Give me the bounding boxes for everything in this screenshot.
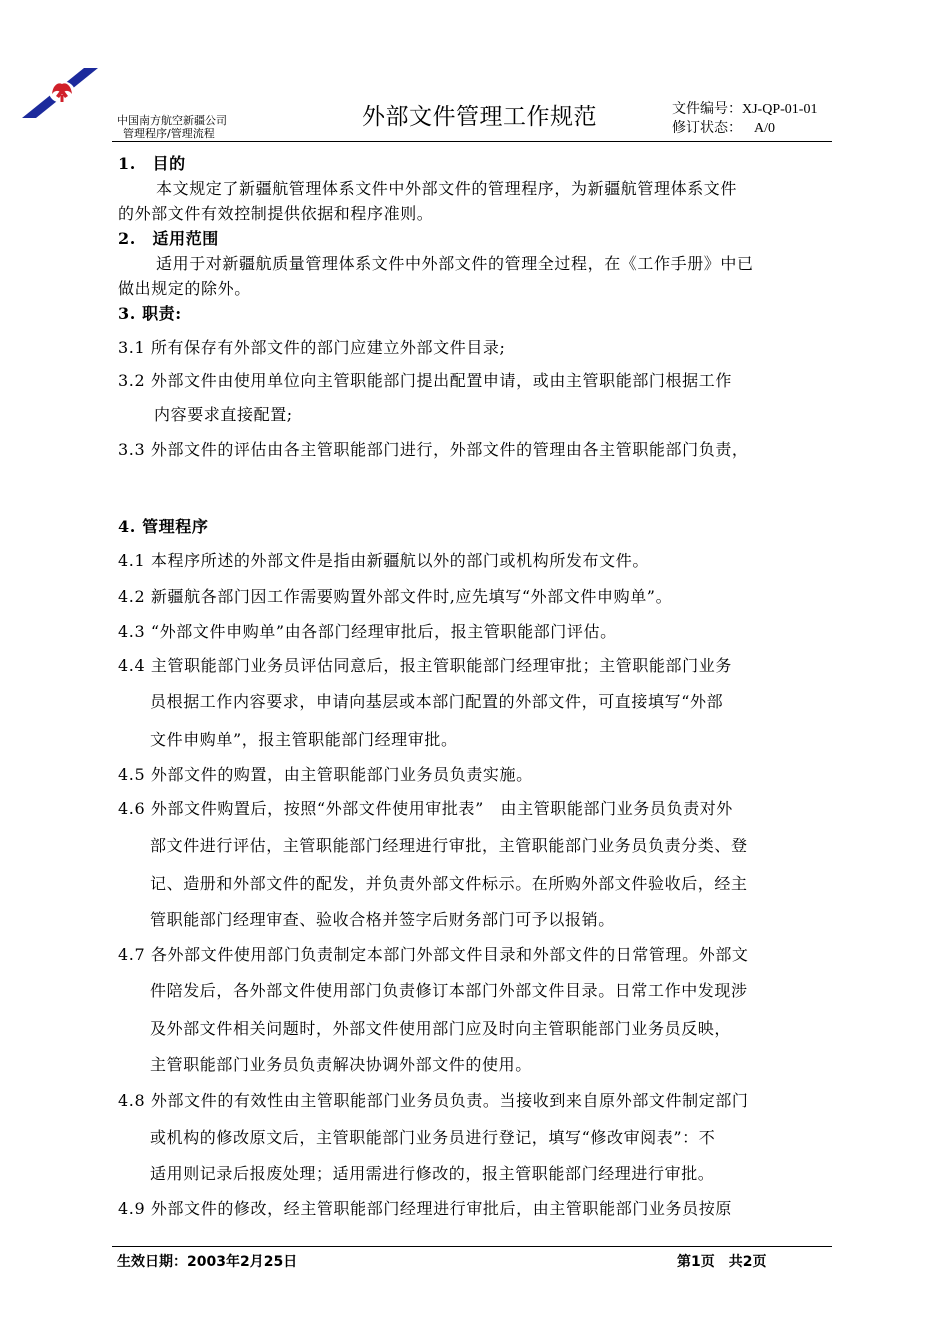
- list-item: 4.9 外部文件的修改，经主管职能部门经理进行审批后，由主管职能部门业务员按原: [118, 1199, 732, 1218]
- page-info: 第1页 共2页: [677, 1254, 767, 1270]
- list-item-cont: 文件申购单”，报主管职能部门经理审批。: [150, 730, 458, 749]
- header-divider: [112, 141, 832, 142]
- list-item-cont: 适用则记录后报废处理；适用需进行修改的，报主管职能部门经理进行审批。: [150, 1164, 715, 1183]
- list-item: 4.3 “外部文件申购单”由各部门经理审批后，报主管职能部门评估。: [118, 622, 617, 641]
- section-1-para: 的外部文件有效控制提供依据和程序准则。: [118, 204, 434, 223]
- airline-logo: [22, 68, 98, 118]
- effective-date: 生效日期：2003年2月25日: [117, 1254, 298, 1270]
- section-4-heading: 4. 管理程序: [118, 517, 209, 536]
- list-item-cont: 内容要求直接配置;: [154, 405, 293, 424]
- list-item-cont: 员根据工作内容要求，申请向基层或本部门配置的外部文件，可直接填写“外部: [150, 692, 724, 711]
- section-2-heading: 2. 适用范围: [118, 229, 219, 248]
- list-item: 3.1 所有保存有外部文件的部门应建立外部文件目录;: [118, 338, 506, 357]
- list-item-cont: 记、造册和外部文件的配发，并负责外部文件标示。在所购外部文件验收后，经主: [150, 874, 748, 893]
- company-info: [117, 114, 227, 140]
- doc-no-value: XJ-QP-01-01: [742, 102, 818, 117]
- list-item: 3.3 外部文件的评估由各主管职能部门进行，外部文件的管理由各主管职能部门负责，: [118, 440, 749, 459]
- section-2-para: 适用于对新疆航质量管理体系文件中外部文件的管理全过程，在《工作手册》中已: [156, 254, 754, 273]
- company-name: 中国南方航空新疆公司: [117, 114, 227, 127]
- list-item: 4.2 新疆航各部门因工作需要购置外部文件时,应先填写“外部文件申购单”。: [118, 587, 673, 606]
- section-1-heading: 1. 目的: [118, 154, 186, 173]
- doc-no-label: 文件编号：: [672, 101, 742, 117]
- rev-label: 修订状态：: [672, 120, 742, 136]
- list-item: 4.6 外部文件购置后，按照“外部文件使用审批表” 由主管职能部门业务员负责对外: [118, 799, 733, 818]
- section-1-para: 本文规定了新疆航管理体系文件中外部文件的管理程序，为新疆航管理体系文件: [156, 179, 738, 198]
- list-item: 4.8 外部文件的有效性由主管职能部门业务员负责。当接收到来自原外部文件制定部门: [118, 1091, 749, 1110]
- section-2-para: 做出规定的除外。: [118, 279, 251, 298]
- list-item: 4.5 外部文件的购置，由主管职能部门业务员负责实施。: [118, 765, 533, 784]
- list-item-cont: 件陪发后，各外部文件使用部门负责修订本部门外部文件目录。日常工作中发现涉: [150, 981, 748, 1000]
- list-item-cont: 主管职能部门业务员负责解决协调外部文件的使用。: [150, 1055, 532, 1074]
- doc-meta: [672, 100, 817, 138]
- list-item-cont: 部文件进行评估，主管职能部门经理进行审批，主管职能部门业务员负责分类、登: [150, 836, 748, 855]
- rev-value: A/0: [754, 121, 775, 136]
- list-item-cont: 及外部文件相关问题时，外部文件使用部门应及时向主管职能部门业务员反映，: [150, 1019, 732, 1038]
- section-3-heading: 3. 职责:: [118, 304, 182, 323]
- list-item: 4.1 本程序所述的外部文件是指由新疆航以外的部门或机构所发布文件。: [118, 551, 649, 570]
- list-item: 4.4 主管职能部门业务员评估同意后，报主管职能部门经理审批；主管职能部门业务: [118, 656, 732, 675]
- doc-category: 管理程序/管理流程: [123, 127, 215, 140]
- list-item-cont: 或机构的修改原文后，主管职能部门业务员进行登记，填写“修改审阅表”：不: [150, 1128, 716, 1147]
- kapok-flower-icon: [49, 81, 75, 103]
- page-title: 外部文件管理工作规范: [362, 104, 597, 130]
- list-item: 4.7 各外部文件使用部门负责制定本部门外部文件目录和外部文件的日常管理。外部文: [118, 945, 749, 964]
- list-item-cont: 管职能部门经理审查、验收合格并签字后财务部门可予以报销。: [150, 910, 615, 929]
- footer-divider: [112, 1246, 832, 1247]
- list-item: 3.2 外部文件由使用单位向主管职能部门提出配置申请，或由主管职能部门根据工作: [118, 371, 732, 390]
